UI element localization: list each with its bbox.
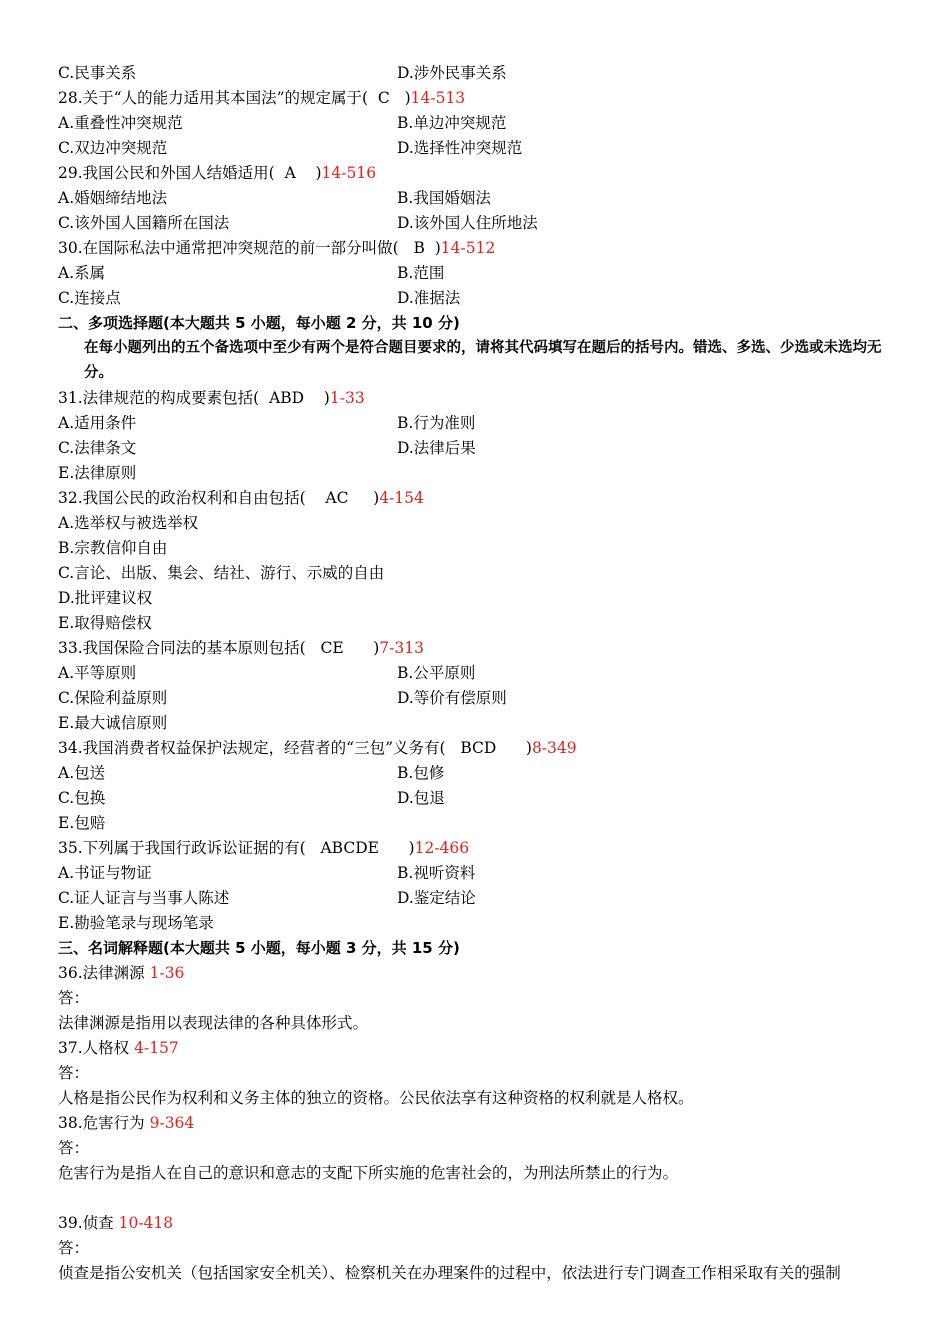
option-a: A.重叠性冲突规范 <box>58 114 183 132</box>
option-c: C.双边冲突规范 <box>58 139 168 157</box>
option-d: D.批评建议权 <box>58 589 153 607</box>
option-e: E.包赔 <box>58 814 106 832</box>
page-reference: 4-157 <box>134 1039 179 1057</box>
option-d: D.选择性冲突规范 <box>397 139 523 157</box>
option-a: A.婚姻缔结地法 <box>58 189 168 207</box>
option-c: C.连接点 <box>58 289 121 307</box>
question-30: 30.在国际私法中通常把冲突规范的前一部分叫做( B )14-512 <box>58 239 496 257</box>
option-row <box>58 211 898 236</box>
question-answer: B <box>413 239 425 257</box>
option-row <box>58 111 898 136</box>
question-stem: 28.关于“人的能力适用其本国法”的规定属于( <box>58 89 369 107</box>
answer-label: 答： <box>58 1139 90 1157</box>
question-35: 35.下列属于我国行政诉讼证据的有( ABCDE )12-466 <box>58 839 470 857</box>
option-a: A.包送 <box>58 764 106 782</box>
page-reference: 8-349 <box>531 739 577 757</box>
option-a: A.平等原则 <box>58 664 137 682</box>
option-e: E.勘验笔录与现场笔录 <box>58 914 214 932</box>
question-28: 28.关于“人的能力适用其本国法”的规定属于( C )14-513 <box>58 89 466 107</box>
option-d: D.涉外民事关系 <box>397 64 507 82</box>
page-reference: 14-512 <box>440 239 496 257</box>
option-row <box>58 186 898 211</box>
page-reference: 7-313 <box>379 639 424 657</box>
page-reference: 9-364 <box>149 1114 195 1132</box>
section-heading: 三、名词解释题(本大题共 5 小题，每小题 3 分，共 15 分) <box>58 939 460 957</box>
option-row <box>58 761 898 786</box>
page-reference: 1-36 <box>149 964 185 982</box>
option-b: B.公平原则 <box>397 664 476 682</box>
question-stem: 34.我国消费者权益保护法规定，经营者的“三包”义务有( <box>58 739 446 757</box>
page-reference: 4-154 <box>379 489 424 507</box>
option-c: C.民事关系 <box>58 64 137 82</box>
term: 36.法律渊源 <box>58 964 145 982</box>
question-answer: BCD <box>460 739 497 757</box>
question-39 <box>58 1211 898 1236</box>
option-d: D.法律后果 <box>397 439 476 457</box>
question-32: 32.我国公民的政治权利和自由包括( AC )4-154 <box>58 489 424 507</box>
question-answer: C <box>377 89 390 107</box>
option-b: B.范围 <box>397 264 445 282</box>
option-row <box>58 136 898 161</box>
option-b: B.宗教信仰自由 <box>58 539 168 557</box>
question-stem: 32.我国公民的政治权利和自由包括( <box>58 489 306 507</box>
question-answer: ABD <box>269 389 305 407</box>
option-e: E.取得赔偿权 <box>58 614 152 632</box>
option-d: D.包退 <box>397 789 445 807</box>
option-d: D.等价有偿原则 <box>397 689 507 707</box>
answer-text: 法律渊源是指用以表现法律的各种具体形式。 <box>58 1014 369 1032</box>
question-37 <box>58 1036 898 1061</box>
page-reference: 14-516 <box>321 164 377 182</box>
question-34: 34.我国消费者权益保护法规定，经营者的“三包”义务有( BCD )8-349 <box>58 739 577 757</box>
question-answer: AC <box>325 489 349 507</box>
question-answer: CE <box>320 639 344 657</box>
page-reference: 14-513 <box>410 89 466 107</box>
page-reference: 1-33 <box>329 389 365 407</box>
option-b: B.我国婚姻法 <box>397 189 491 207</box>
option-row <box>58 786 898 811</box>
option-b: B.包修 <box>397 764 445 782</box>
question-stem: 30.在国际私法中通常把冲突规范的前一部分叫做( <box>58 239 399 257</box>
option-b: B.视听资料 <box>397 864 476 882</box>
option-e: E.最大诚信原则 <box>58 714 168 732</box>
option-b: B.行为准则 <box>397 414 476 432</box>
term: 37.人格权 <box>58 1039 130 1057</box>
option-row <box>58 411 898 436</box>
answer-text: 危害行为是指人在自己的意识和意志的支配下所实施的危害社会的，为刑法所禁止的行为。 <box>58 1164 679 1182</box>
question-33: 33.我国保险合同法的基本原则包括( CE )7-313 <box>58 639 424 657</box>
option-row <box>58 436 898 461</box>
option-row <box>58 286 898 311</box>
question-stem: 35.下列属于我国行政诉讼证据的有( <box>58 839 306 857</box>
section-heading: 二、多项选择题(本大题共 5 小题，每小题 2 分，共 10 分) <box>58 314 460 332</box>
question-38 <box>58 1111 898 1136</box>
section-instruction: 在每小题列出的五个备选项中至少有两个是符合题目要求的，请将其代码填写在题后的括号内。错选、多选、少选或未选均无分。 <box>84 340 882 381</box>
option-row <box>58 661 898 686</box>
option-a: A.书证与物证 <box>58 864 152 882</box>
answer-text: 侦查是指公安机关（包括国家安全机关）、检察机关在办理案件的过程中，依法进行专门调查工作相采取有关的强制 <box>58 1264 841 1282</box>
option-row <box>58 261 898 286</box>
term: 38.危害行为 <box>58 1114 145 1132</box>
option-c: C.包换 <box>58 789 106 807</box>
option-b: B.单边冲突规范 <box>397 114 507 132</box>
option-row <box>58 61 898 86</box>
option-a: A.选举权与被选举权 <box>58 514 199 532</box>
option-c: C.证人证言与当事人陈述 <box>58 889 230 907</box>
option-row <box>58 886 898 911</box>
question-29: 29.我国公民和外国人结婚适用( A )14-516 <box>58 164 377 182</box>
option-d: D.鉴定结论 <box>397 889 476 907</box>
question-answer: ABCDE <box>320 839 379 857</box>
page-reference: 10-418 <box>118 1214 174 1232</box>
term: 39.侦查 <box>58 1214 114 1232</box>
option-row <box>58 686 898 711</box>
question-answer: A <box>284 164 296 182</box>
page-reference: 12-466 <box>414 839 470 857</box>
option-c: C.保险利益原则 <box>58 689 168 707</box>
option-c: C.言论、出版、集会、结社、游行、示威的自由 <box>58 564 385 582</box>
question-stem: 31.法律规范的构成要素包括( <box>58 389 260 407</box>
option-a: A.适用条件 <box>58 414 137 432</box>
blank-line <box>58 1186 898 1211</box>
answer-text: 人格是指公民作为权利和义务主体的独立的资格。公民依法享有这种资格的权利就是人格权。 <box>58 1089 694 1107</box>
option-row <box>58 861 898 886</box>
question-36 <box>58 961 898 986</box>
option-e: E.法律原则 <box>58 464 137 482</box>
answer-label: 答： <box>58 1239 90 1257</box>
option-d: D.该外国人住所地法 <box>397 214 538 232</box>
option-d: D.准据法 <box>397 289 461 307</box>
question-stem: 29.我国公民和外国人结婚适用( <box>58 164 275 182</box>
option-a: A.系属 <box>58 264 106 282</box>
option-c: C.该外国人国籍所在国法 <box>58 214 230 232</box>
exam-document <box>58 61 898 1286</box>
question-31: 31.法律规范的构成要素包括( ABD )1-33 <box>58 389 365 407</box>
question-stem: 33.我国保险合同法的基本原则包括( <box>58 639 306 657</box>
answer-label: 答： <box>58 1064 90 1082</box>
option-c: C.法律条文 <box>58 439 137 457</box>
answer-label: 答： <box>58 989 90 1007</box>
